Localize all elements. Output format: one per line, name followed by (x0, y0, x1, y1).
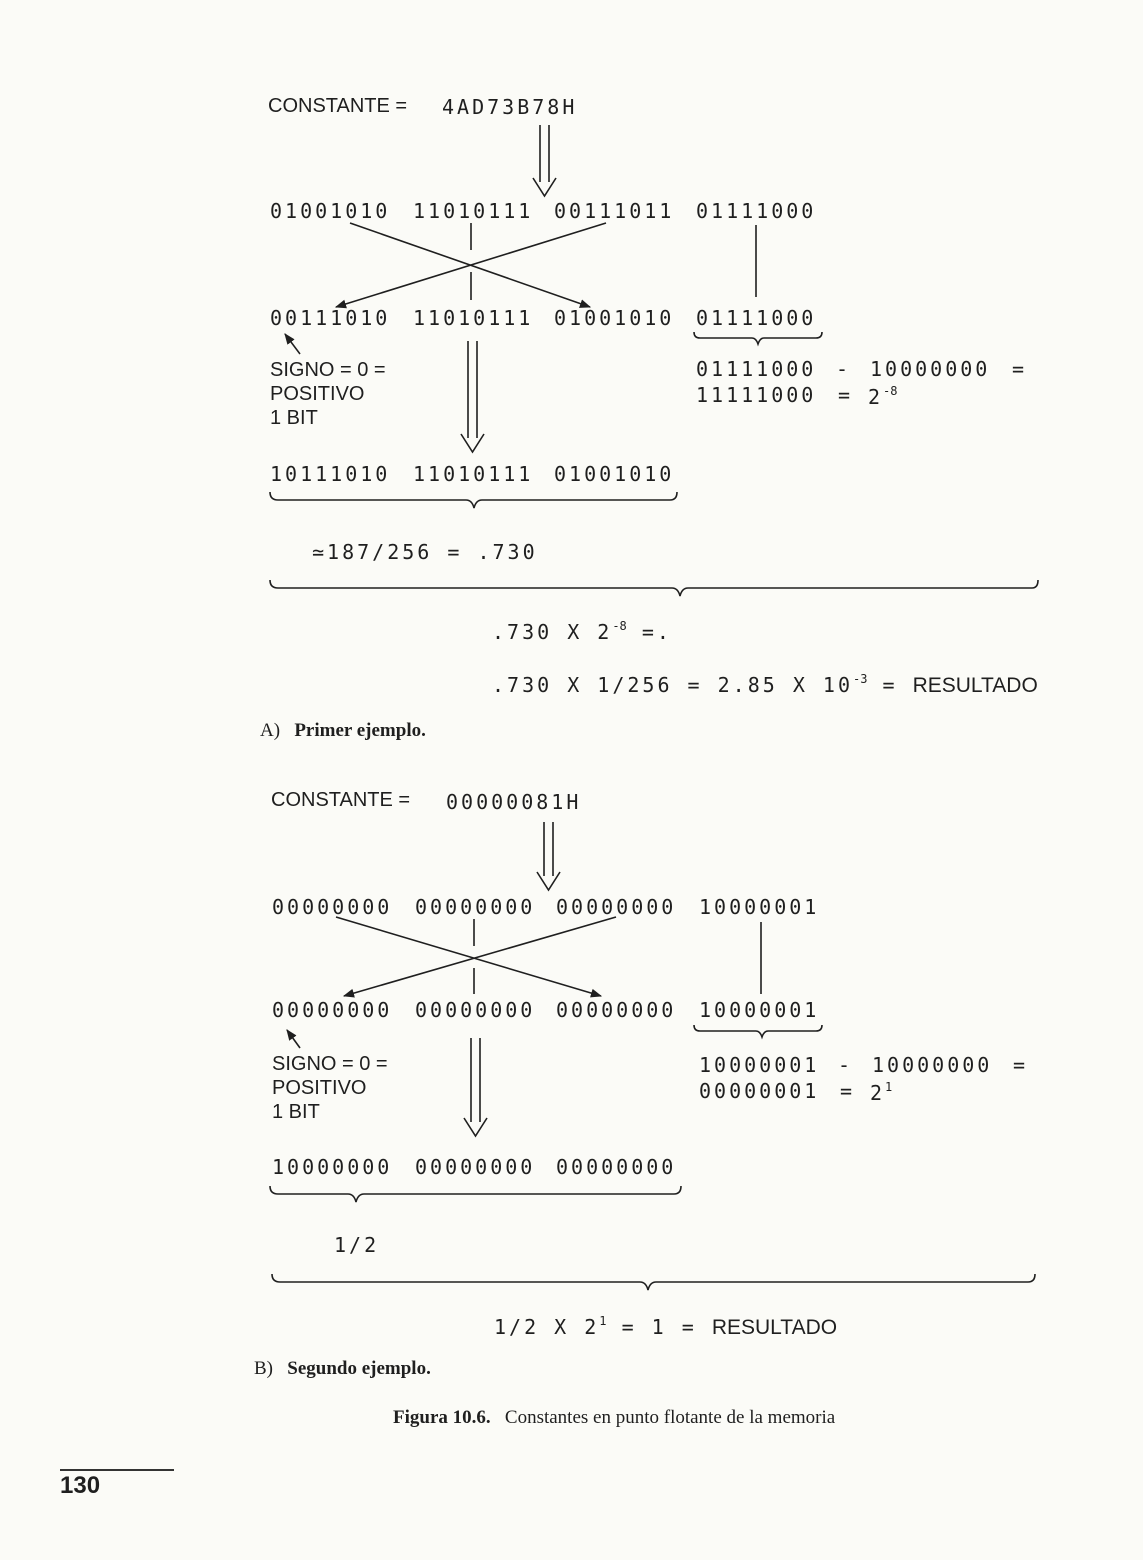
constant-value-b: 00000081H (446, 790, 582, 814)
sign-label-a: SIGNO = 0 = (270, 359, 386, 381)
byte-b-1: 00000000 (272, 895, 393, 919)
mantissa-byte-a-1: 10111010 (270, 462, 391, 486)
byte-a-2: 11010111 (413, 199, 534, 223)
sign-bit-a: 1 BIT (270, 407, 318, 429)
mantissa-byte-b-1: 10000000 (272, 1155, 393, 1179)
byte-a-4: 01111000 (696, 199, 817, 223)
constant-value-a: 4AD73B78H (442, 95, 578, 119)
swapped-byte-a-2: 11010111 (413, 306, 534, 330)
exp-a-bias: 10000000 (870, 357, 991, 381)
exp-b-result-equals: = (840, 1079, 856, 1103)
swapped-byte-b-3: 00000000 (556, 998, 677, 1022)
swapped-byte-b-1: 00000000 (272, 998, 393, 1022)
caption-a: A) Primer ejemplo. (260, 720, 426, 741)
mantissa-brace-a (270, 492, 677, 508)
mantissa-approx-a: ≃187/256 = .730 (312, 540, 538, 564)
sign-label-b: SIGNO = 0 = (272, 1053, 388, 1075)
sign-positive-a: POSITIVO (270, 383, 365, 405)
exp-brace-a (694, 332, 822, 344)
figure-caption: Figura 10.6. Constantes en punto flotante de la memoria (393, 1407, 836, 1428)
mantissa-byte-b-3: 00000000 (556, 1155, 677, 1179)
swapped-byte-b-2: 00000000 (415, 998, 536, 1022)
constant-label-b: CONSTANTE = (271, 789, 411, 811)
exp-a-result-equals: = (838, 383, 854, 407)
caption-b: B) Segundo ejemplo. (254, 1358, 431, 1379)
double-arrow-b1 (537, 822, 560, 890)
exp-b-power: $2^1$ (870, 1080, 893, 1105)
mantissa-byte-b-2: 00000000 (415, 1155, 536, 1179)
exp-b-value: 10000001 (699, 1053, 820, 1077)
page-number: 130 (60, 1472, 101, 1499)
mantissa-byte-a-3: 01001010 (554, 462, 675, 486)
swap-line-b2 (344, 917, 616, 996)
byte-b-2: 00000000 (415, 895, 536, 919)
byte-b-3: 00000000 (556, 895, 677, 919)
result-line-a-1: .730 X $2^{-8}$ =. (492, 619, 672, 644)
byte-a-3: 00111011 (554, 199, 675, 223)
swapped-byte-a-3: 01001010 (554, 306, 675, 330)
big-brace-a (270, 580, 1038, 596)
exp-b-minus: - (838, 1053, 854, 1077)
swap-line-b1 (336, 917, 601, 996)
double-arrow-b2 (464, 1038, 487, 1136)
double-arrow-a1 (533, 125, 556, 196)
mantissa-brace-b (270, 1186, 681, 1202)
constant-label-a: CONSTANTE = (268, 95, 408, 117)
big-brace-b (272, 1274, 1035, 1290)
exp-b-bias: 10000000 (872, 1053, 993, 1077)
exp-a-result-bits: 11111000 (696, 383, 817, 407)
exp-a-power: $2^{-8}$ (868, 384, 898, 409)
swapped-byte-a-4: 01111000 (696, 306, 817, 330)
mantissa-value-b: 1/2 (334, 1233, 380, 1257)
exp-b-equals: = (1013, 1053, 1029, 1077)
byte-a-1: 01001010 (270, 199, 391, 223)
result-line-a-2: .730 X 1/256 = 2.85 X $10^{-3}$ = RESULTADO (492, 672, 1038, 697)
double-arrow-a2 (461, 341, 484, 452)
sign-pointer-b (287, 1030, 300, 1048)
exp-brace-b (694, 1025, 822, 1037)
sign-bit-b: 1 BIT (272, 1101, 320, 1123)
swapped-byte-b-4: 10000001 (699, 998, 820, 1022)
sign-positive-b: POSITIVO (272, 1077, 367, 1099)
result-line-b: 1/2 X $2^1 = 1$ = RESULTADO (494, 1314, 838, 1339)
sign-pointer-a (285, 334, 300, 354)
exp-a-minus: - (836, 357, 852, 381)
exp-a-value: 01111000 (696, 357, 817, 381)
exp-b-result-bits: 00000001 (699, 1079, 820, 1103)
byte-b-4: 10000001 (699, 895, 820, 919)
exp-a-equals: = (1012, 357, 1028, 381)
swapped-byte-a-1: 00111010 (270, 306, 391, 330)
mantissa-byte-a-2: 11010111 (413, 462, 534, 486)
